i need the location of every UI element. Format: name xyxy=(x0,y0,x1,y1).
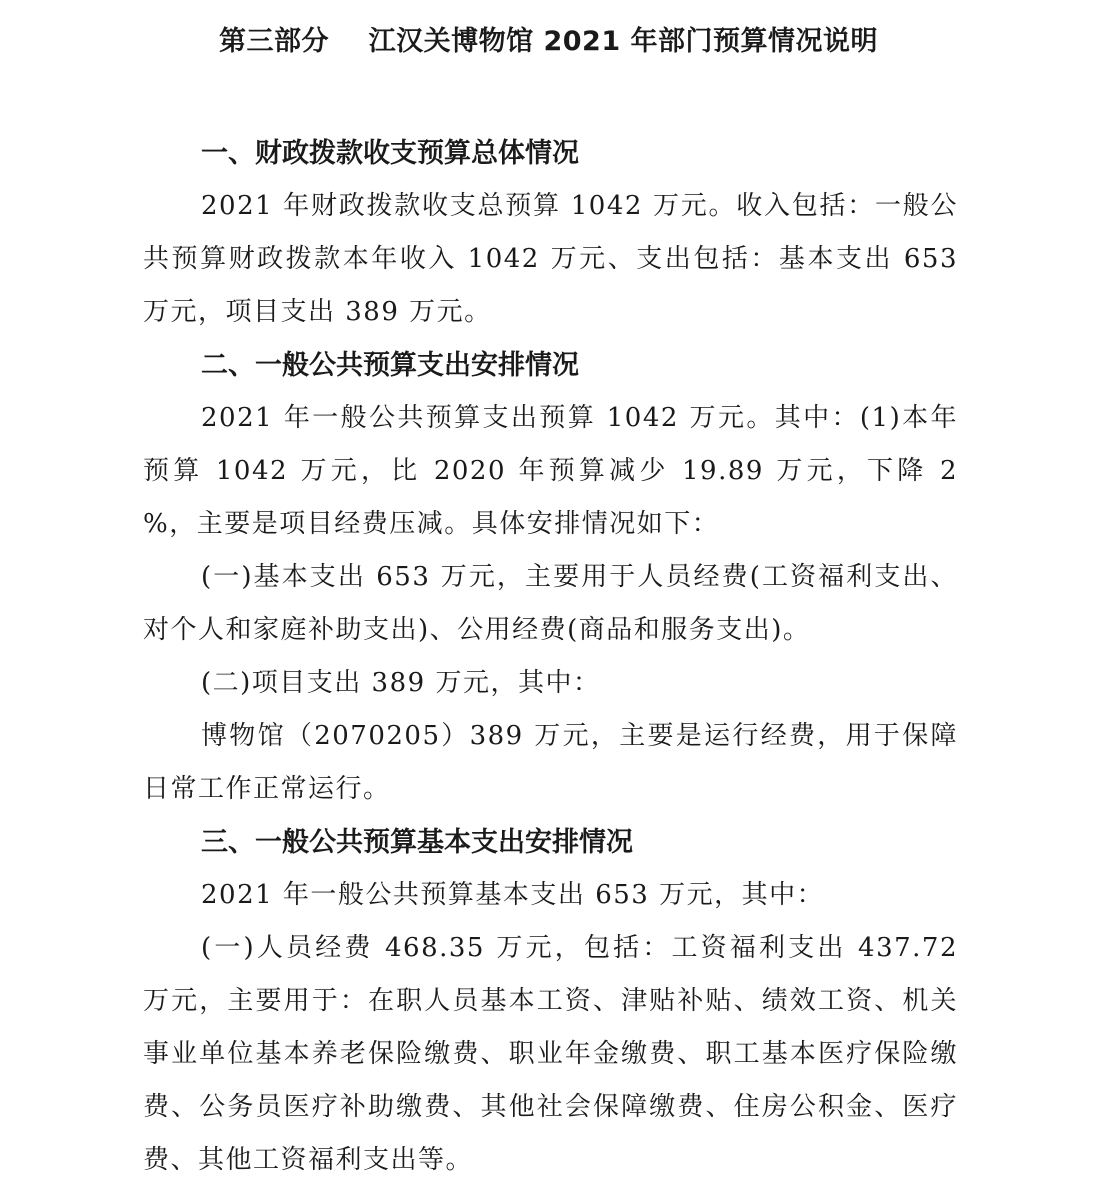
section-3-paragraph-2: (一)人员经费 468.35 万元，包括：工资福利支出 437.72 万元，主要用于：在职人员基本工资、津贴补贴、绩效工资、机关事业单位基本养老保险缴费、职业年金缴费、职工基本医疗保险缴费、公务员医疗补助缴费、其他社会保障缴费、住房公积金、医疗费、其他工资福利支出等。 xyxy=(143,933,958,1175)
section-heading-3: 三、一般公共预算基本支出安排情况 xyxy=(201,827,633,858)
section-3-paragraph-1: 2021 年一般公共预算基本支出 653 万元，其中： xyxy=(201,880,825,910)
section-2-paragraph-3: (二)项目支出 389 万元，其中： xyxy=(201,668,601,698)
section-2-paragraph-1: 2021 年一般公共预算支出预算 1042 万元。其中：(1)本年预算 1042 万元，比 2020 年预算减少 19.89 万元，下降 2 %，主要是项目经费压减。具体安排情况如下： xyxy=(143,403,958,539)
section-2-paragraph-4: 博物馆（2070205）389 万元，主要是运行经费，用于保障日常工作正常运行。 xyxy=(143,721,958,804)
section-heading-2: 二、一般公共预算支出安排情况 xyxy=(201,350,579,381)
section-2-paragraph-2: (一)基本支出 653 万元，主要用于人员经费(工资福利支出、对个人和家庭补助支出)、公用经费(商品和服务支出)。 xyxy=(143,562,958,645)
document-body xyxy=(143,127,958,1187)
document-title: 第三部分 江汉关博物馆 2021 年部门预算情况说明 xyxy=(218,26,879,57)
section-1-paragraph-1: 2021 年财政拨款收支总预算 1042 万元。收入包括：一般公共预算财政拨款本年收入 1042 万元、支出包括：基本支出 653 万元，项目支出 389 万元。 xyxy=(143,191,958,327)
section-heading-1: 一、财政拨款收支预算总体情况 xyxy=(201,138,579,169)
